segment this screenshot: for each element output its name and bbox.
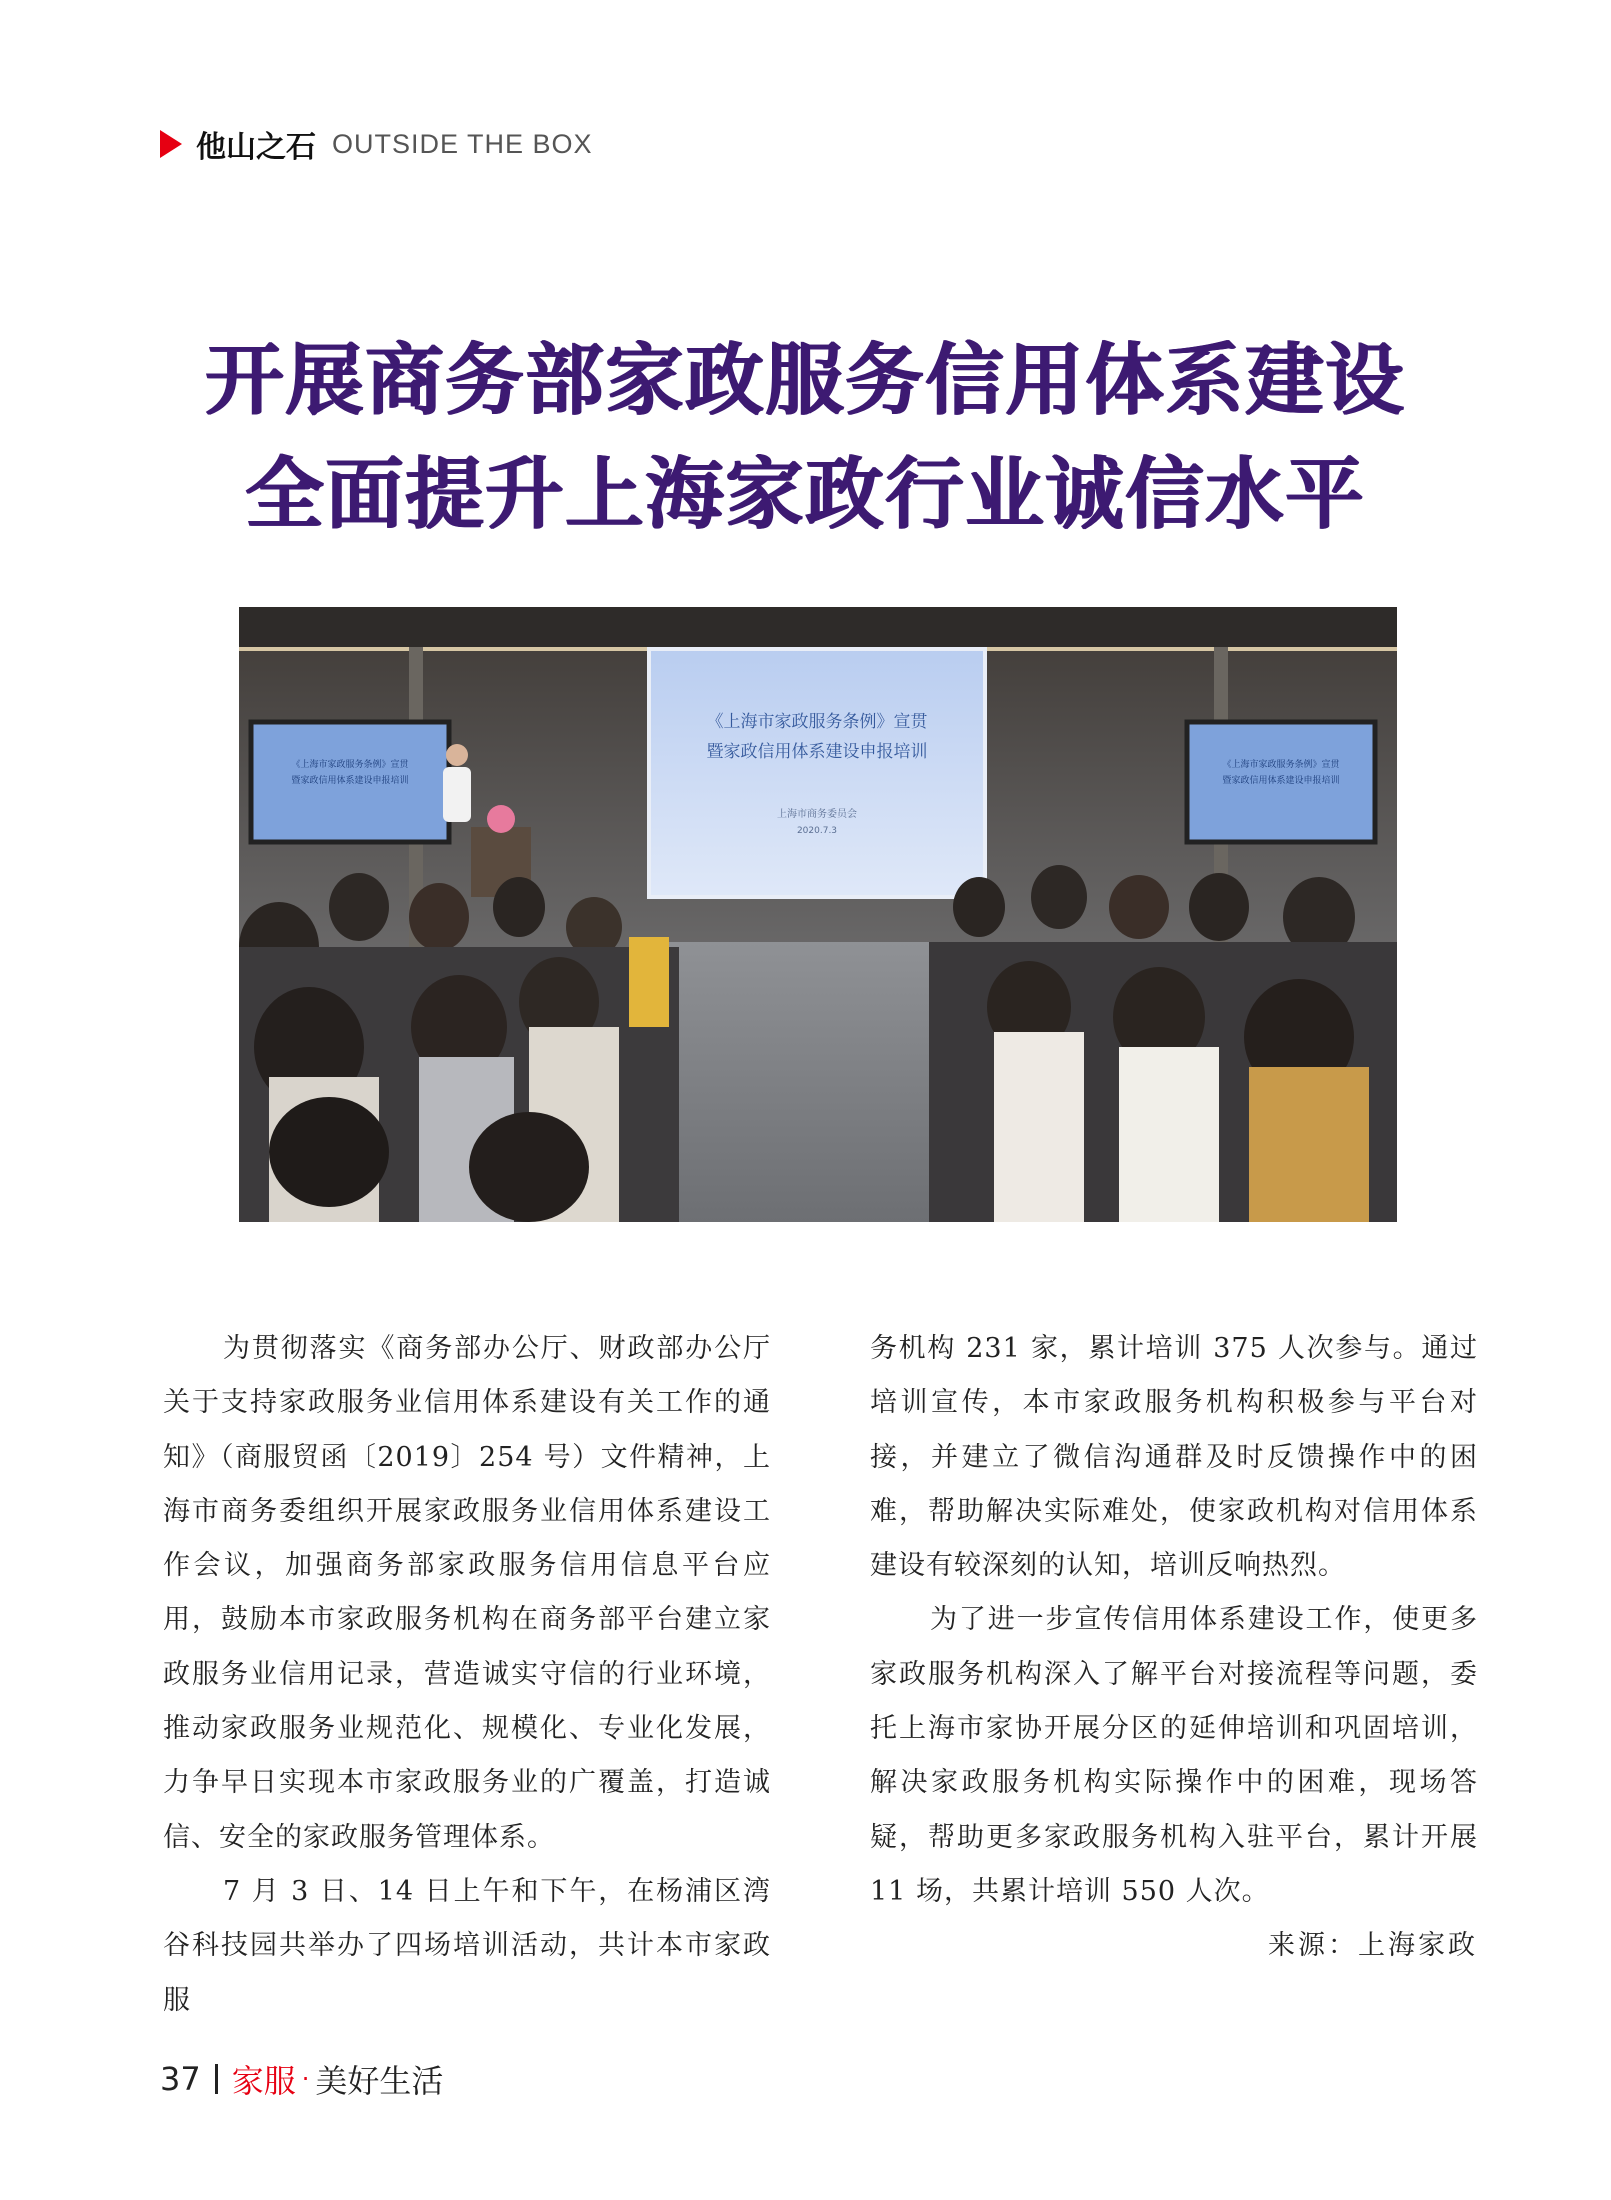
- screen-main-date: 2020.7.3: [796, 826, 838, 836]
- article-column-right: [870, 1322, 1478, 1974]
- right-monitor-screen: [1187, 722, 1375, 842]
- right-screen-line-1: 《上海市家政服务条例》宣贯: [1222, 760, 1340, 770]
- article-title-line-2: 全面提升上海家政行业诚信水平: [245, 450, 1366, 540]
- red-triangle-icon: [160, 130, 182, 158]
- article-source: 来源：上海家政: [1268, 1930, 1478, 1962]
- magazine-tagline: 美好生活: [315, 2062, 444, 2100]
- page-footer: [160, 2056, 443, 2102]
- section-header: [160, 124, 593, 164]
- paragraph-3: 为了进一步宣传信用体系建设工作，使更多家政服务机构深入了解平台对接流程等问题，委托上海市家协开展分区的延伸培训和巩固培训，解决家政服务机构实际操作中的困难，现场答疑，帮助更多家政服务机构入驻平台，累计开展 11 场，共累计培训 550 人次。: [870, 1604, 1478, 1907]
- audience-right: [929, 865, 1397, 1222]
- screen-main-org: 上海市商务委员会: [777, 809, 857, 820]
- left-monitor-screen: [251, 722, 449, 842]
- article-title-line-1: 开展商务部家政服务信用体系建设: [205, 336, 1406, 426]
- page-number: 37: [160, 2060, 201, 2098]
- left-screen-line-2: 暨家政信用体系建设申报培训: [291, 776, 409, 786]
- conference-photo: [239, 607, 1397, 1222]
- article-column-left: [163, 1322, 771, 2028]
- magazine-name: 家服: [231, 2062, 296, 2100]
- right-screen-line-2: 暨家政信用体系建设申报培训: [1222, 776, 1340, 786]
- footer-divider: [215, 2064, 218, 2094]
- audience-left: [239, 873, 679, 1222]
- paragraph-2: 7 月 3 日、14 日上午和下午，在杨浦区湾谷科技园共举办了四场培训活动，共计本市家政服: [163, 1875, 771, 2016]
- column-title-en: OUTSIDE THE BOX: [332, 128, 593, 159]
- main-projection-screen: [649, 649, 985, 897]
- screen-main-line-1: 《上海市家政服务条例》宣贯: [706, 712, 928, 732]
- paragraph-2-continued: 务机构 231 家，累计培训 375 人次参与。通过培训宣传，本市家政服务机构积极参与平台对接，并建立了微信沟通群及时反馈操作中的困难，帮助解决实际难处，使家政机构对信用体系建设有较深刻的认知，培训反响热烈。: [870, 1333, 1478, 1582]
- screen-main-line-2: 暨家政信用体系建设申报培训: [706, 742, 928, 762]
- paragraph-1: 为贯彻落实《商务部办公厅、财政部办公厅关于支持家政服务业信用体系建设有关工作的通知》（商服贸函〔2019〕254 号）文件精神，上海市商务委组织开展家政服务业信用体系建设工作会议，加强商务部家政服务信用信息平台应用，鼓励本市家政服务机构在商务部平台建立家政服务业信用记录，营造诚实守信的行业环境，推动家政服务业规范化、规模化、专业化发展，力争早日实现本市家政服务业的广覆盖，打造诚信、安全的家政服务管理体系。: [163, 1333, 771, 1853]
- left-screen-line-1: 《上海市家政服务条例》宣贯: [291, 760, 409, 770]
- footer-dot: ·: [301, 2065, 310, 2093]
- column-title-cn: 他山之石: [196, 130, 316, 165]
